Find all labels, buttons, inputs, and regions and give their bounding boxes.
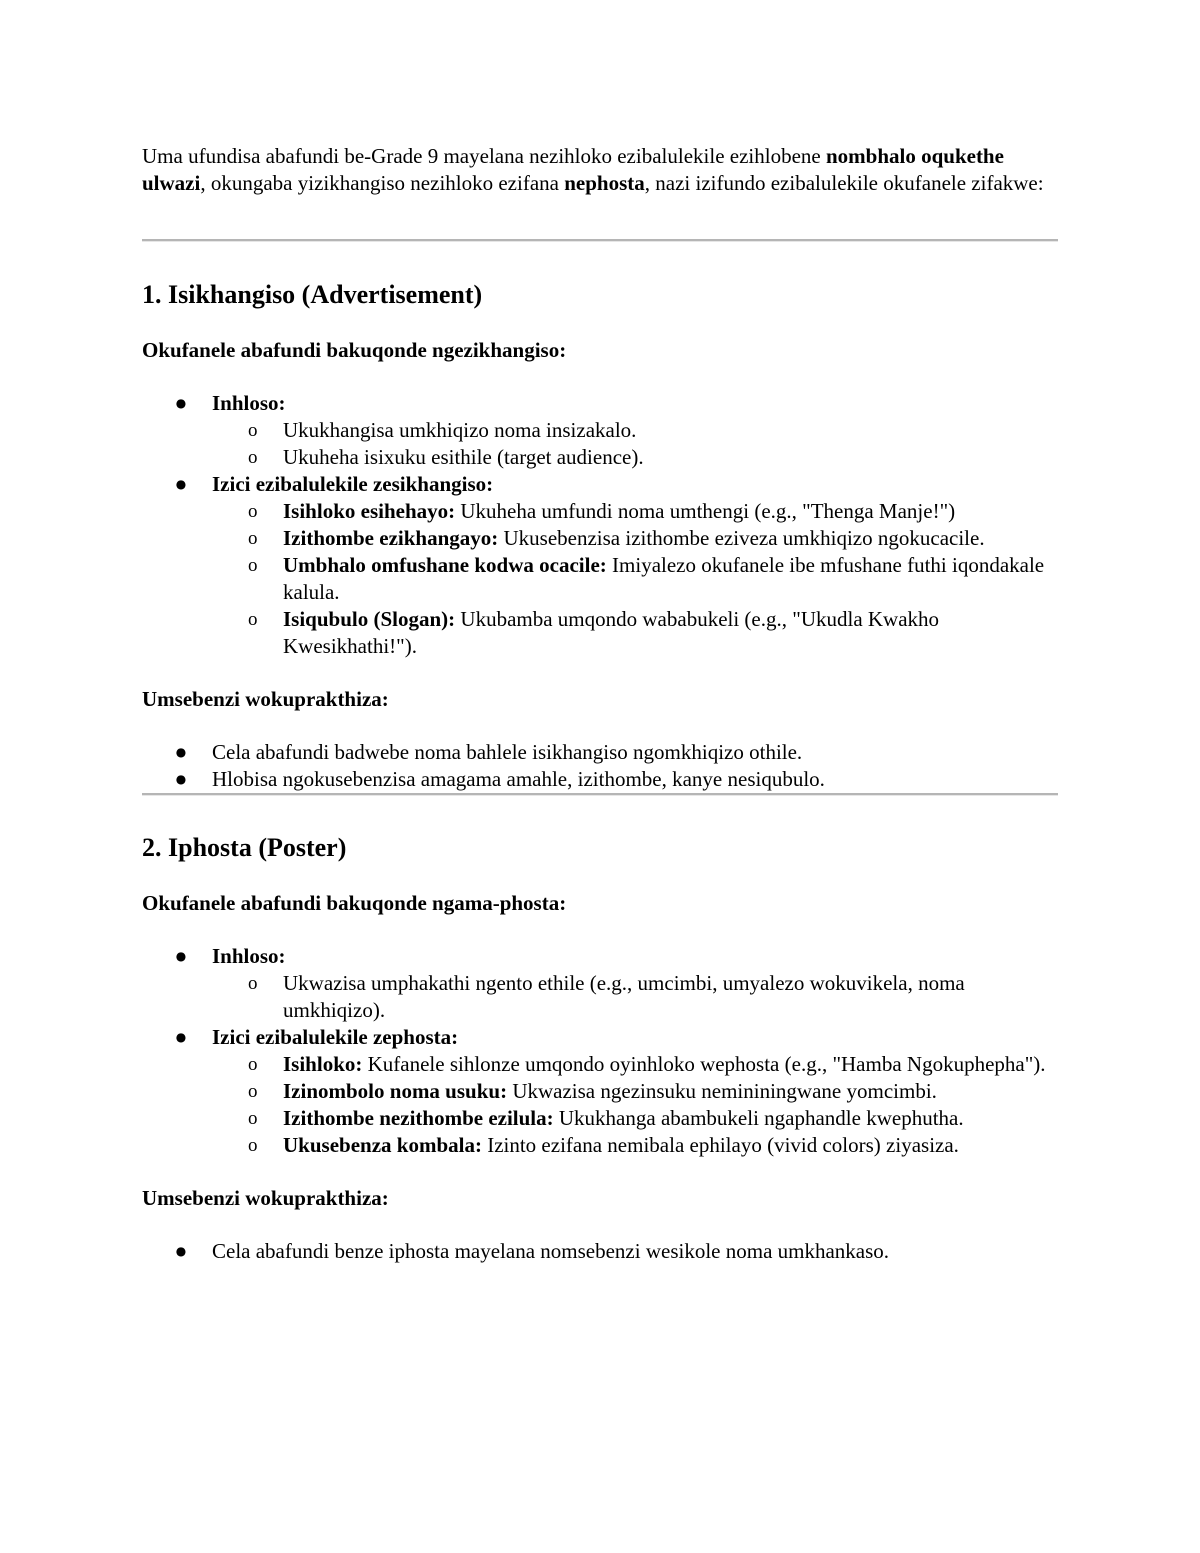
- feature-text: Ukuheha umfundi noma umthengi (e.g., "Thenga Manje!"): [455, 499, 956, 523]
- circle-bullet-icon: o: [248, 501, 258, 522]
- intro-text-1: Uma ufundisa abafundi be-Grade 9 mayelana nezihloko ezibalulekile ezihlobene: [142, 144, 826, 168]
- feature-text: Ukusebenzisa izithombe eziveza umkhiqizo ngokucacile.: [498, 526, 985, 550]
- section-2-list: [142, 943, 1058, 1159]
- circle-bullet-icon: o: [248, 973, 258, 994]
- feature-term: Izithombe nezithombe ezilula:: [283, 1106, 554, 1130]
- intro-text-2: , okungaba yizikhangiso nezihloko ezifana: [200, 171, 565, 195]
- section-1-task-label: Umsebenzi wokuprakthiza:: [142, 687, 389, 711]
- sublist-text: Ukuheha isixuku esithile (target audience).: [283, 445, 644, 469]
- circle-bullet-icon: o: [248, 1054, 258, 1075]
- feature-term: Ukusebenza kombala:: [283, 1133, 482, 1157]
- purpose-sublist: [212, 417, 1058, 471]
- section-2-lead: Okufanele abafundi bakuqonde ngama-phosta:: [142, 891, 567, 915]
- document-body: [142, 143, 1058, 1265]
- purpose-sublist: [212, 970, 1058, 1024]
- task-text: Cela abafundi badwebe noma bahlele isikhangiso ngomkhiqizo othile.: [212, 740, 803, 764]
- bullet-icon: ●: [175, 949, 187, 963]
- circle-bullet-icon: o: [248, 420, 258, 441]
- bullet-icon: ●: [175, 745, 187, 759]
- sublist-text: Ukwazisa umphakathi ngento ethile (e.g., umcimbi, umyalezo wokuvikela, noma umkhiqizo).: [283, 971, 965, 1022]
- list-item: [142, 390, 1058, 471]
- list-item: [212, 498, 1058, 525]
- feature-text: Ukwazisa ngezinsuku nemininingwane yomcimbi.: [507, 1079, 937, 1103]
- list-item: [142, 1238, 1058, 1265]
- section-2-task-list: [142, 1238, 1058, 1265]
- bullet-icon: ●: [175, 1244, 187, 1258]
- features-label: Izici ezibalulekile zesikhangiso:: [212, 472, 494, 496]
- section-1-lead: Okufanele abafundi bakuqonde ngezikhangiso:: [142, 338, 567, 362]
- circle-bullet-icon: o: [248, 1135, 258, 1156]
- intro-bold-1: nombhalo oqukethe ulwazi: [142, 144, 1004, 195]
- circle-bullet-icon: o: [248, 555, 258, 576]
- intro-text-3: , nazi izifundo ezibalulekile okufanele zifakwe:: [644, 171, 1044, 195]
- circle-bullet-icon: o: [248, 609, 258, 630]
- feature-term: Isiqubulo (Slogan):: [283, 607, 456, 631]
- purpose-label: Inhloso:: [212, 944, 286, 968]
- bullet-icon: ●: [175, 1030, 187, 1044]
- purpose-label: Inhloso:: [212, 391, 286, 415]
- section-1-title: 1. Isikhangiso (Advertisement): [142, 280, 483, 309]
- task-text: Cela abafundi benze iphosta mayelana nomsebenzi wesikole noma umkhankaso.: [212, 1239, 890, 1263]
- list-item: [212, 1105, 1058, 1132]
- list-item: [142, 739, 1058, 766]
- horizontal-rule: [142, 239, 1058, 242]
- features-sublist: [212, 498, 1058, 660]
- features-label: Izici ezibalulekile zephosta:: [212, 1025, 459, 1049]
- feature-text: Ukubamba umqondo wababukeli (e.g., "Ukudla Kwakho Kwesikhathi!").: [283, 607, 940, 658]
- circle-bullet-icon: o: [248, 447, 258, 468]
- list-item: [142, 766, 1058, 793]
- section-1-task-list: [142, 739, 1058, 793]
- feature-text: Izinto ezifana nemibala ephilayo (vivid colors) ziyasiza.: [481, 1133, 959, 1157]
- list-item: [142, 471, 1058, 660]
- list-item: [212, 1051, 1058, 1078]
- list-item: [142, 943, 1058, 1024]
- feature-term: Izinombolo noma usuku:: [283, 1079, 508, 1103]
- feature-text: Ukukhanga abambukeli ngaphandle kwephutha.: [553, 1106, 964, 1130]
- list-item: [212, 417, 1058, 444]
- task-text: Hlobisa ngokusebenzisa amagama amahle, izithombe, kanye nesiqubulo.: [212, 767, 825, 791]
- feature-text: Kufanele sihlonze umqondo oyinhloko wephosta (e.g., "Hamba Ngokuphepha").: [362, 1052, 1046, 1076]
- section-2-task-label: Umsebenzi wokuprakthiza:: [142, 1186, 389, 1210]
- intro-paragraph: [142, 143, 1058, 197]
- circle-bullet-icon: o: [248, 1081, 258, 1102]
- list-item: [212, 525, 1058, 552]
- circle-bullet-icon: o: [248, 528, 258, 549]
- list-item: [212, 970, 1058, 1024]
- list-item: [142, 1024, 1058, 1159]
- section-1-list: [142, 390, 1058, 660]
- list-item: [212, 1132, 1058, 1159]
- list-item: [212, 1078, 1058, 1105]
- feature-text: Imiyalezo okufanele ibe mfushane futhi iqondakale kalula.: [283, 553, 1045, 604]
- list-item: [212, 606, 1058, 660]
- list-item: [212, 552, 1058, 606]
- sublist-text: Ukukhangisa umkhiqizo noma insizakalo.: [283, 418, 637, 442]
- horizontal-rule: [142, 793, 1058, 796]
- feature-term: Isihloko esihehayo:: [283, 499, 456, 523]
- bullet-icon: ●: [175, 396, 187, 410]
- feature-term: Isihloko:: [283, 1052, 363, 1076]
- features-sublist: [212, 1051, 1058, 1159]
- bullet-icon: ●: [175, 772, 187, 786]
- intro-bold-2: nephosta: [564, 171, 645, 195]
- section-2-title: 2. Iphosta (Poster): [142, 833, 347, 862]
- bullet-icon: ●: [175, 477, 187, 491]
- feature-term: Umbhalo omfushane kodwa ocacile:: [283, 553, 607, 577]
- list-item: [212, 444, 1058, 471]
- feature-term: Izithombe ezikhangayo:: [283, 526, 499, 550]
- circle-bullet-icon: o: [248, 1108, 258, 1129]
